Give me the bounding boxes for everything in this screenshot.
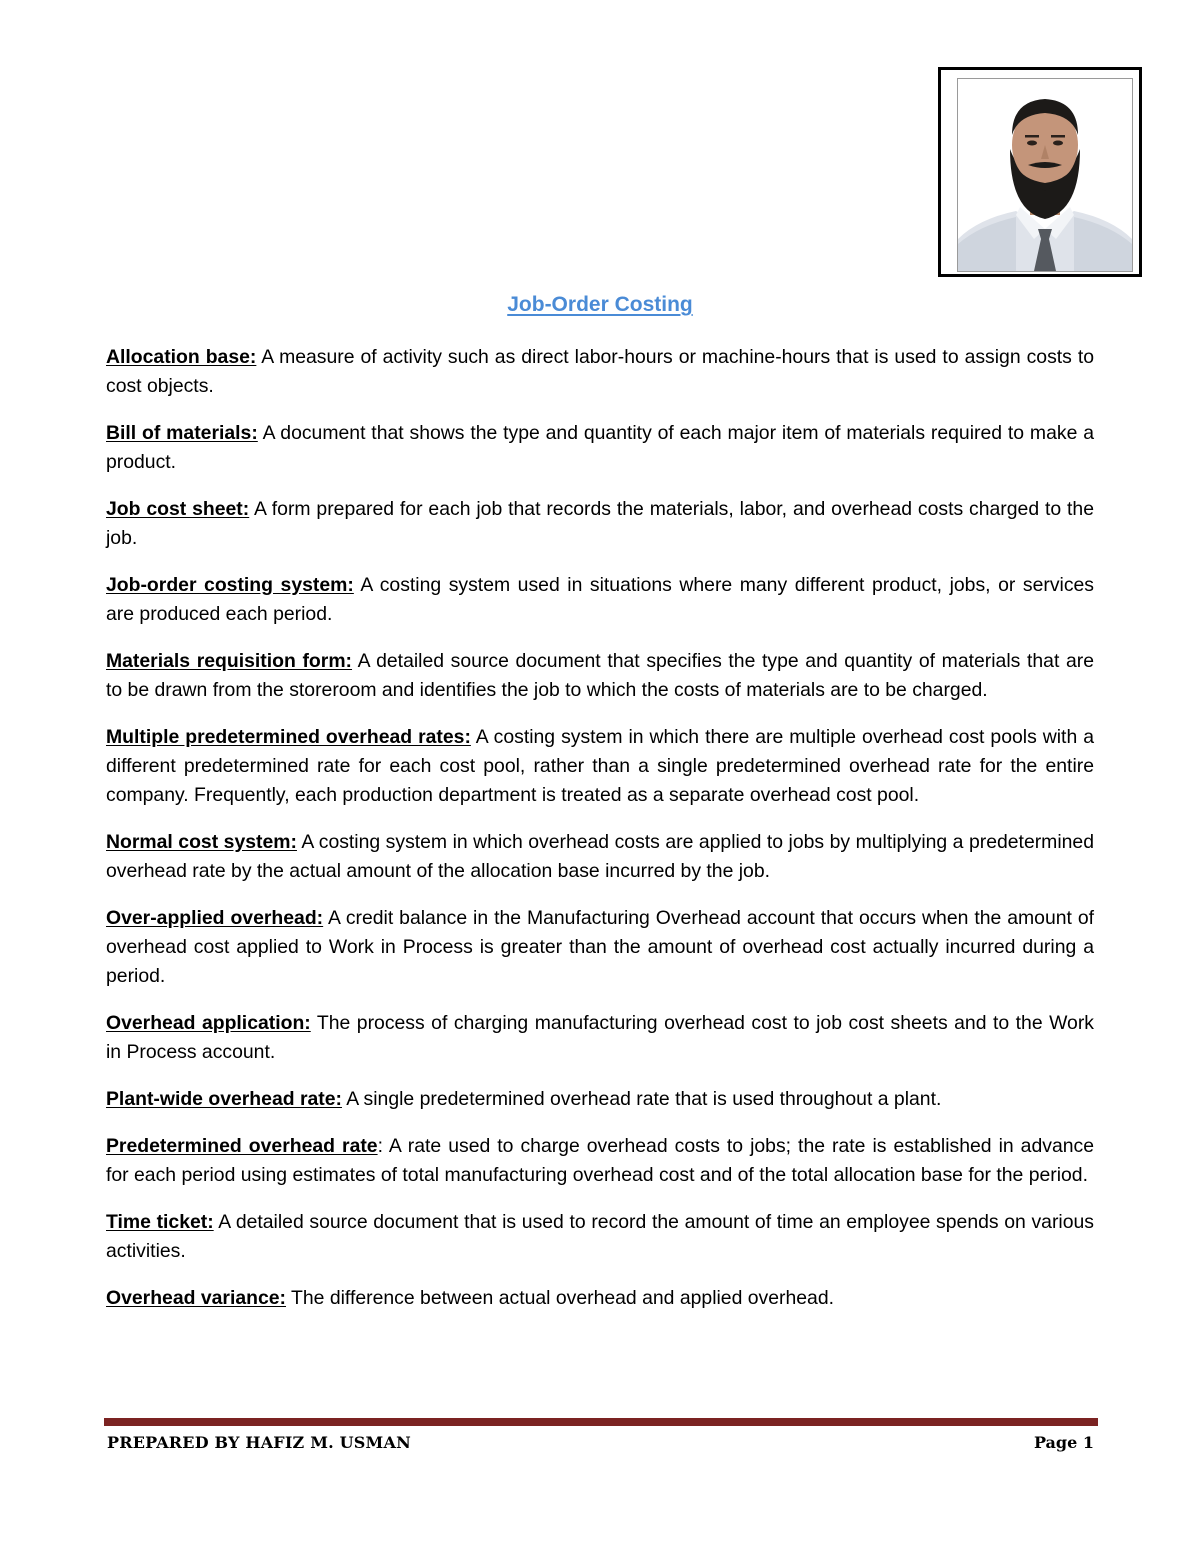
glossary-entry (106, 723, 1094, 810)
author-photo (957, 78, 1133, 272)
glossary-term: Overhead variance: (106, 1287, 286, 1309)
glossary-term: Overhead application: (106, 1012, 311, 1034)
glossary-definition: A single predetermined overhead rate that is used throughout a plant. (341, 1088, 942, 1110)
glossary-term: Over-applied overhead: (106, 907, 324, 929)
glossary-term: Time ticket: (106, 1211, 214, 1233)
glossary-definition: A detailed source document that is used to record the amount of time an employee spends on various activities. (106, 1211, 1094, 1262)
glossary-term: Allocation base: (106, 346, 257, 368)
glossary-entry (106, 495, 1094, 553)
glossary-term: Bill of materials: (106, 422, 258, 444)
glossary-entry (106, 828, 1094, 886)
glossary-definition: A credit balance in the Manufacturing Overhead account that occurs when the amount of overhead cost applied to Work in Process is greater than the amount of overhead cost actually incurred during a period. (106, 907, 1095, 987)
glossary-entry (106, 419, 1094, 477)
glossary-definition: The process of charging manufacturing overhead cost to job cost sheets and to the Work in Process account. (106, 1012, 1094, 1063)
glossary-entry (106, 1085, 1094, 1114)
author-photo-frame (938, 67, 1142, 277)
glossary-definition: A measure of activity such as direct labor-hours or machine-hours that is used to assign costs to cost objects. (106, 346, 1094, 397)
glossary-definition: The difference between actual overhead and applied overhead. (286, 1287, 835, 1309)
glossary-term: Predetermined overhead rate (106, 1135, 378, 1157)
glossary-definition: A form prepared for each job that records the materials, labor, and overhead costs charged to the job. (106, 498, 1095, 549)
glossary-entry (106, 343, 1094, 401)
glossary-entry (106, 1208, 1094, 1266)
glossary-term: Materials requisition form: (106, 650, 353, 672)
glossary-definition: A detailed source document that specifies the type and quantity of materials that are to be drawn from the storeroom and identifies the job to which the costs of materials are to be charged. (106, 650, 1094, 701)
glossary-definition: : A rate used to charge overhead costs to jobs; the rate is established in advance for each period using estimates of total manufacturing overhead cost and of the total allocation base for the period. (106, 1135, 1094, 1186)
glossary-list (106, 343, 1094, 1331)
footer-divider (104, 1418, 1098, 1426)
glossary-term: Plant-wide overhead rate: (106, 1088, 342, 1110)
glossary-definition: A costing system used in situations where many different product, jobs, or services are produced each period. (106, 574, 1094, 625)
glossary-definition: A costing system in which there are multiple overhead cost pools with a different predetermined rate for each cost pool, rather than a single predetermined overhead rate for the entire company. Frequently, each production department is treated as a separate overhead cost pool. (106, 726, 1094, 806)
document-title: Job-Order Costing (507, 293, 693, 316)
glossary-entry (106, 1284, 1094, 1313)
glossary-definition: A document that shows the type and quantity of each major item of materials required to make a product. (106, 422, 1094, 473)
glossary-entry (106, 647, 1094, 705)
footer-page-number: Page 1 (1033, 1433, 1094, 1452)
glossary-entry (106, 1132, 1094, 1190)
glossary-term: Multiple predetermined overhead rates: (106, 726, 471, 748)
glossary-entry (106, 571, 1094, 629)
glossary-entry (106, 904, 1094, 991)
glossary-term: Job cost sheet: (106, 498, 250, 520)
glossary-entry (106, 1009, 1094, 1067)
glossary-term: Job-order costing system: (106, 574, 354, 596)
footer-author: PREPARED BY HAFIZ M. USMAN (107, 1433, 411, 1452)
glossary-term: Normal cost system: (106, 831, 297, 853)
glossary-definition: A costing system in which overhead costs are applied to jobs by multiplying a predetermined overhead rate by the actual amount of the allocation base incurred by the job. (106, 831, 1094, 882)
